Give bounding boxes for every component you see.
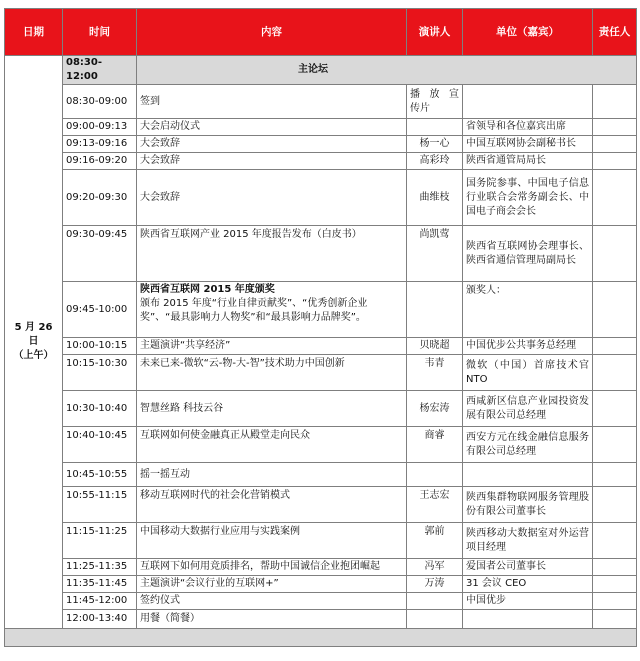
- row-time: 10:45-10:55: [63, 463, 137, 487]
- row-speaker: [407, 282, 463, 338]
- row-time: 09:00-09:13: [63, 119, 137, 136]
- row-content: 大会致辞: [137, 170, 407, 226]
- row-content: 大会致辞: [137, 153, 407, 170]
- row-time: 08:30-09:00: [63, 85, 137, 119]
- row-speaker: 曲维枝: [407, 170, 463, 226]
- row-content: 互联网下如何用竞质排名，帮助中国诚信企业抱团崛起: [137, 559, 407, 576]
- row-owner: [593, 593, 637, 610]
- header-org: 单位（嘉宾）: [463, 9, 593, 56]
- row-owner: [593, 338, 637, 355]
- date-cell: [5, 56, 63, 629]
- row-content: 主题演讲“会议行业的互联网+”: [137, 576, 407, 593]
- row-content: 陕西省互联网产业 2015 年度报告发布（白皮书）: [137, 226, 407, 282]
- date-day: 5 月 26 日: [14, 322, 53, 347]
- table-row: [5, 85, 637, 119]
- row-speaker: 杨一心: [407, 136, 463, 153]
- row-speaker: 王志宏: [407, 487, 463, 523]
- table-row: [5, 119, 637, 136]
- row-owner: [593, 559, 637, 576]
- table-row: [5, 523, 637, 559]
- row-time: 09:20-09:30: [63, 170, 137, 226]
- row-content: 签到: [137, 85, 407, 119]
- row-owner: [593, 487, 637, 523]
- row-time: 10:55-11:15: [63, 487, 137, 523]
- header-content: 内容: [137, 9, 407, 56]
- row-time: 11:25-11:35: [63, 559, 137, 576]
- header-speaker: 演讲人: [407, 9, 463, 56]
- row-org: 31 会议 CEO: [463, 576, 593, 593]
- header-owner: 责任人: [593, 9, 637, 56]
- row-org: 微软（中国）首席技术官 NTO: [463, 355, 593, 391]
- row-speaker: 郭前: [407, 523, 463, 559]
- row-owner: [593, 391, 637, 427]
- row-content: 未来已来-微软“云-物-大-智”技术助力中国创新: [137, 355, 407, 391]
- row-speaker: [407, 593, 463, 610]
- row-time: 09:16-09:20: [63, 153, 137, 170]
- row-org: 中国优步: [463, 593, 593, 610]
- agenda-table: [4, 8, 637, 647]
- table-row: [5, 170, 637, 226]
- row-content: 用餐（简餐）: [137, 610, 407, 629]
- table-row: [5, 559, 637, 576]
- row-org: 西咸新区信息产业园投资发展有限公司总经理: [463, 391, 593, 427]
- row-org: 中国互联网协会副秘书长: [463, 136, 593, 153]
- row-content: 智慧丝路 科技云谷: [137, 391, 407, 427]
- row-speaker: 冯军: [407, 559, 463, 576]
- row-content-cell: [137, 282, 407, 338]
- table-row: [5, 391, 637, 427]
- row-time: 10:30-10:40: [63, 391, 137, 427]
- row-speaker: [407, 119, 463, 136]
- table-row: [5, 487, 637, 523]
- row-speaker: 商睿: [407, 427, 463, 463]
- row-content: 签约仪式: [137, 593, 407, 610]
- row-time: 12:00-13:40: [63, 610, 137, 629]
- row-speaker: 杨宏涛: [407, 391, 463, 427]
- table-row: [5, 226, 637, 282]
- table-row: [5, 338, 637, 355]
- row-org: 陕西集群物联网服务管理股份有限公司董事长: [463, 487, 593, 523]
- table-row: [5, 427, 637, 463]
- row-org: 陕西省互联网协会理事长、陕西省通信管理局副局长: [463, 226, 593, 282]
- row-time: 09:45-10:00: [63, 282, 137, 338]
- row-owner: [593, 282, 637, 338]
- row-owner: [593, 610, 637, 629]
- row-time: 10:00-10:15: [63, 338, 137, 355]
- table-row: [5, 610, 637, 629]
- row-owner: [593, 355, 637, 391]
- row-speaker: 贝晓超: [407, 338, 463, 355]
- row-content: 颁布 2015 年度“行业自律贡献奖”、“优秀创新企业奖”、“最具影响力人物奖”和“最具影响力品牌奖”。: [140, 298, 368, 323]
- row-owner: [593, 85, 637, 119]
- row-time: 11:15-11:25: [63, 523, 137, 559]
- row-speaker: 尚凯莺: [407, 226, 463, 282]
- table-row: [5, 593, 637, 610]
- date-period: （上午）: [13, 350, 54, 361]
- main-forum-row: [5, 56, 637, 85]
- row-speaker: [407, 463, 463, 487]
- row-org: 西安方元在线金融信息服务有限公司总经理: [463, 427, 593, 463]
- main-forum-time: 08:30-12:00: [63, 56, 137, 85]
- row-speaker: 播 放 宣 传片: [407, 85, 463, 119]
- row-org: 爱国者公司董事长: [463, 559, 593, 576]
- table-row: [5, 463, 637, 487]
- table-row: [5, 282, 637, 338]
- header-row: [5, 9, 637, 56]
- row-owner: [593, 119, 637, 136]
- row-speaker: 韦青: [407, 355, 463, 391]
- row-owner: [593, 170, 637, 226]
- row-time: 10:40-10:45: [63, 427, 137, 463]
- footer-bar: [5, 629, 637, 647]
- award-title: 陕西省互联网 2015 年度颁奖: [140, 284, 275, 295]
- table-row: [5, 153, 637, 170]
- row-owner: [593, 523, 637, 559]
- row-speaker: 万涛: [407, 576, 463, 593]
- row-org: 国务院参事、中国电子信息行业联合会常务副会长、中国电子商会会长: [463, 170, 593, 226]
- row-time: 11:35-11:45: [63, 576, 137, 593]
- row-content: 中国移动大数据行业应用与实践案例: [137, 523, 407, 559]
- row-content: 主题演讲“共享经济”: [137, 338, 407, 355]
- row-content: 移动互联网时代的社会化营销模式: [137, 487, 407, 523]
- row-content: 大会致辞: [137, 136, 407, 153]
- row-owner: [593, 226, 637, 282]
- row-speaker: [407, 610, 463, 629]
- row-owner: [593, 463, 637, 487]
- row-time: 09:30-09:45: [63, 226, 137, 282]
- row-org: 省领导和各位嘉宾出席: [463, 119, 593, 136]
- header-date: 日期: [5, 9, 63, 56]
- row-content: 摇一摇互动: [137, 463, 407, 487]
- row-org: 陕西省通管局局长: [463, 153, 593, 170]
- row-org: 颁奖人：: [463, 282, 593, 338]
- row-owner: [593, 136, 637, 153]
- table-row: [5, 576, 637, 593]
- row-org: [463, 85, 593, 119]
- table-row: [5, 136, 637, 153]
- row-org: 中国优步公共事务总经理: [463, 338, 593, 355]
- row-speaker: 高彩玲: [407, 153, 463, 170]
- header-time: 时间: [63, 9, 137, 56]
- row-time: 10:15-10:30: [63, 355, 137, 391]
- row-org: [463, 610, 593, 629]
- row-org: 陕西移动大数据室对外运营项目经理: [463, 523, 593, 559]
- row-owner: [593, 576, 637, 593]
- row-owner: [593, 427, 637, 463]
- row-content: 大会启动仪式: [137, 119, 407, 136]
- table-row: [5, 355, 637, 391]
- row-content: 互联网如何使金融真正从殿堂走向民众: [137, 427, 407, 463]
- row-owner: [593, 153, 637, 170]
- row-org: [463, 463, 593, 487]
- footer-row: [5, 629, 637, 647]
- main-forum-label: 主论坛: [137, 56, 637, 85]
- row-time: 11:45-12:00: [63, 593, 137, 610]
- row-time: 09:13-09:16: [63, 136, 137, 153]
